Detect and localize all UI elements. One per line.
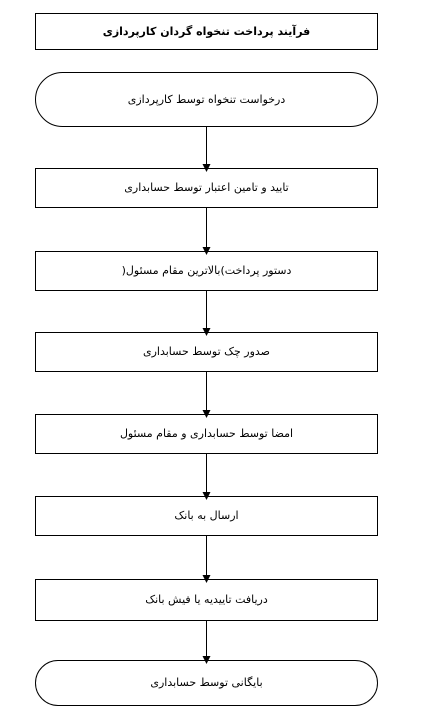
- process-step-payment-order: دستور پرداخت)بالاترین مقام مسئول(: [35, 251, 378, 291]
- process-step-signature: امضا توسط حسابداری و مقام مسئول: [35, 414, 378, 454]
- process-step-approval: تایید و تامین اعتبار توسط حسابداری: [35, 168, 378, 208]
- end-terminal: بایگانی توسط حسابداری: [35, 660, 378, 706]
- process-step-bank-confirmation: دریافت تاییدیه یا فیش بانک: [35, 579, 378, 621]
- process-step-send-to-bank: ارسال به بانک: [35, 496, 378, 536]
- diagram-title: فرآیند پرداخت تنخواه گردان کارپردازی: [35, 13, 378, 50]
- process-step-issue-check: صدور چک توسط حسابداری: [35, 332, 378, 372]
- start-terminal: درخواست تنخواه توسط کارپردازی: [35, 72, 378, 127]
